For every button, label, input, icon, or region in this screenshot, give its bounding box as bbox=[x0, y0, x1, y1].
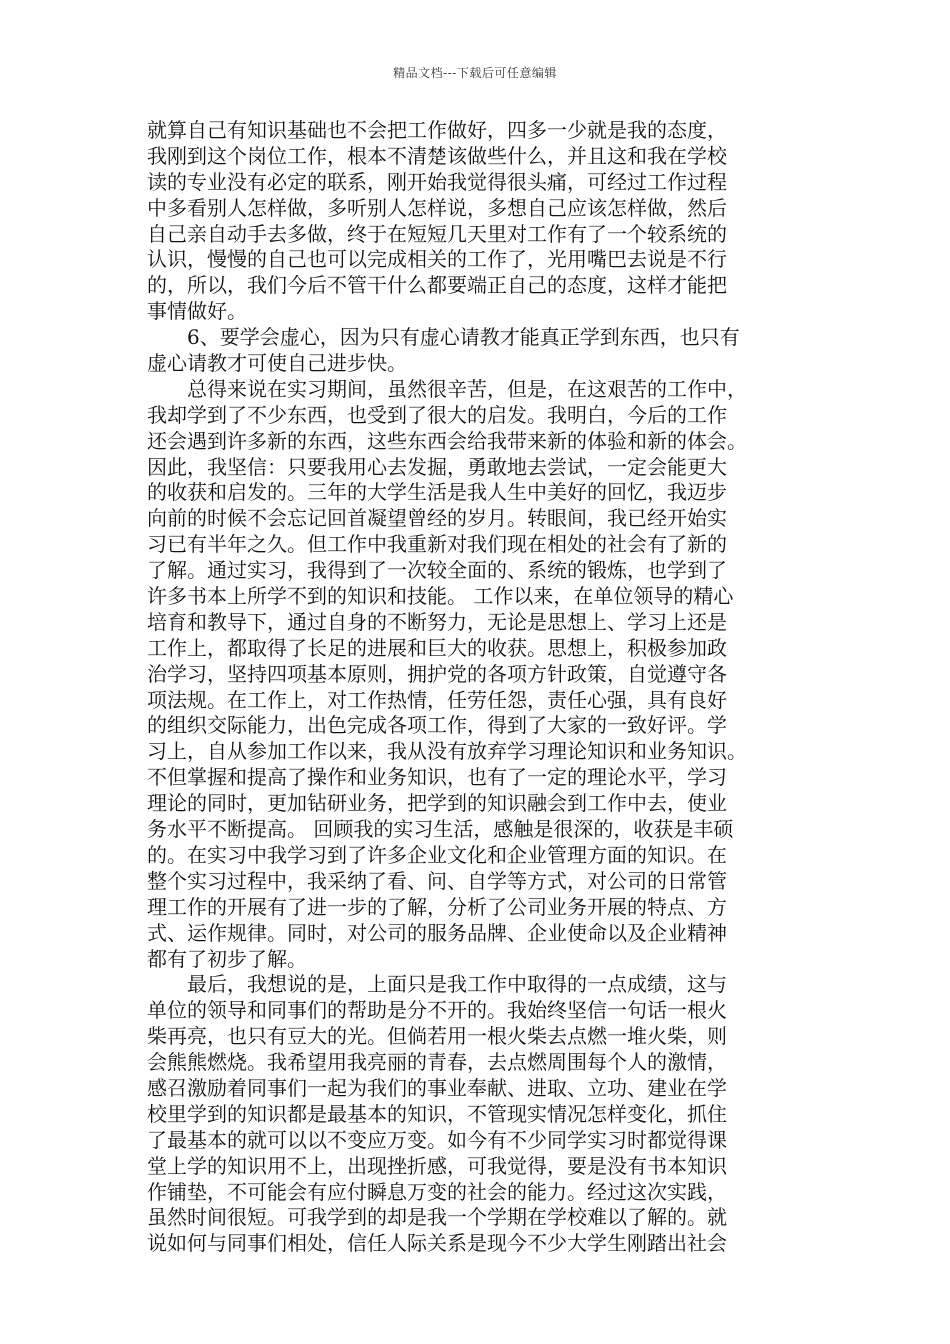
text-line: 柴再亮，也只有豆大的光。但倘若用一根火柴去点燃一堆火柴，则 bbox=[147, 1024, 727, 1049]
text-line: 培育和教导下，通过自身的不断努力，无论是思想上、学习上还是 bbox=[147, 609, 727, 634]
text-line: 说如何与同事们相处，信任人际关系是现今不少大学生刚踏出社会 bbox=[147, 1231, 727, 1256]
text-line: 理论的同时，更加钻研业务，把学到的知识融会到工作中去，使业 bbox=[147, 791, 727, 816]
text-line: 堂上学的知识用不上，出现挫折感，可我觉得，要是没有书本知识 bbox=[147, 1153, 727, 1178]
text-line: 我却学到了不少东西，也受到了很大的启发。我明白，今后的工作 bbox=[147, 402, 727, 427]
text-line: 习已有半年之久。但工作中我重新对我们现在相处的社会有了新的 bbox=[147, 532, 727, 557]
text-line: 感召激励着同事们一起为我们的事业奉献、进取、立功、建业在学 bbox=[147, 1075, 727, 1100]
text-line: 作铺垫，不可能会有应付瞬息万变的社会的能力。经过这次实践， bbox=[147, 1179, 727, 1204]
text-line: 不但掌握和提高了操作和业务知识，也有了一定的理论水平，学习 bbox=[147, 765, 727, 790]
text-line: 我刚到这个岗位工作，根本不清楚该做些什么，并且这和我在学校 bbox=[147, 143, 727, 168]
text-line: 向前的时候不会忘记回首凝望曾经的岁月。转眼间，我已经开始实 bbox=[147, 506, 727, 531]
text-line: 虽然时间很短。可我学到的却是我一个学期在学校难以了解的。就 bbox=[147, 1205, 727, 1230]
text-line: 就算自己有知识基础也不会把工作做好，四多一少就是我的态度， bbox=[147, 118, 727, 142]
text-line: 治学习，坚持四项基本原则，拥护党的各项方针政策，自觉遵守各 bbox=[147, 661, 727, 686]
text-line: 因此，我坚信：只要我用心去发掘，勇敢地去尝试，一定会能更大 bbox=[147, 454, 727, 479]
text-line: 6、要学会虚心，因为只有虚心请教才能真正学到东西，也只有 bbox=[187, 325, 740, 350]
text-line: 了最基本的就可以以不变应万变。如今有不少同学实习时都觉得课 bbox=[147, 1127, 727, 1152]
text-line: 还会遇到许多新的东西，这些东西会给我带来新的体验和新的体会。 bbox=[147, 428, 747, 453]
text-line: 项法规。在工作上，对工作热情，任劳任怨，责任心强，具有良好 bbox=[147, 687, 727, 712]
text-line: 理工作的开展有了进一步的了解，分析了公司业务开展的特点、方 bbox=[147, 894, 727, 919]
text-line: 虚心请教才可使自己进步快。 bbox=[147, 351, 407, 376]
text-line: 会熊熊燃烧。我希望用我亮丽的青春，去点燃周围每个人的激情， bbox=[147, 1050, 727, 1075]
text-line: 单位的领导和同事们的帮助是分不开的。我始终坚信一句话一根火 bbox=[147, 998, 727, 1023]
text-line: 式、运作规律。同时，对公司的服务品牌、企业使命以及企业精神 bbox=[147, 920, 727, 945]
text-line: 最后，我想说的是，上面只是我工作中取得的一点成绩，这与 bbox=[187, 972, 727, 997]
text-line: 事情做好。 bbox=[147, 299, 247, 324]
text-line: 工作上，都取得了长足的进展和巨大的收获。思想上，积极参加政 bbox=[147, 635, 727, 660]
document-body bbox=[147, 118, 807, 1257]
text-line: 校里学到的知识都是最基本的知识，不管现实情况怎样变化，抓住 bbox=[147, 1101, 727, 1126]
text-line: 许多书本上所学不到的知识和技能。 工作以来，在单位领导的精心 bbox=[147, 584, 734, 609]
text-line: 习上，自从参加工作以来，我从没有放弃学习理论知识和业务知识。 bbox=[147, 739, 747, 764]
text-line: 总得来说在实习期间，虽然很辛苦，但是，在这艰苦的工作中， bbox=[187, 376, 747, 401]
text-line: 的收获和启发的。三年的大学生活是我人生中美好的回忆，我迈步 bbox=[147, 480, 727, 505]
text-line: 自己亲自动手去多做，终于在短短几天里对工作有了一个较系统的 bbox=[147, 221, 727, 246]
text-line: 读的专业没有必定的联系，刚开始我觉得很头痛，可经过工作过程 bbox=[147, 169, 727, 194]
text-line: 务水平不断提高。 回顾我的实习生活，感触是很深的，收获是丰硕 bbox=[147, 817, 734, 842]
text-line: 了解。通过实习，我得到了一次较全面的、系统的锻炼，也学到了 bbox=[147, 558, 727, 583]
text-line: 的。在实习中我学习到了许多企业文化和企业管理方面的知识。在 bbox=[147, 842, 727, 867]
text-line: 认识，慢慢的自己也可以完成相关的工作了，光用嘴巴去说是不行 bbox=[147, 247, 727, 272]
text-line: 的组织交际能力，出色完成各项工作，得到了大家的一致好评。学 bbox=[147, 713, 727, 738]
text-line: 的，所以，我们今后不管干什么都要端正自己的态度，这样才能把 bbox=[147, 273, 727, 298]
text-line: 中多看别人怎样做，多听别人怎样说，多想自己应该怎样做，然后 bbox=[147, 195, 727, 220]
text-line: 都有了初步了解。 bbox=[147, 946, 307, 971]
text-line: 整个实习过程中，我采纳了看、问、自学等方式，对公司的日常管 bbox=[147, 868, 727, 893]
page-header: 精品文档---下载后可任意编辑 bbox=[393, 66, 557, 80]
